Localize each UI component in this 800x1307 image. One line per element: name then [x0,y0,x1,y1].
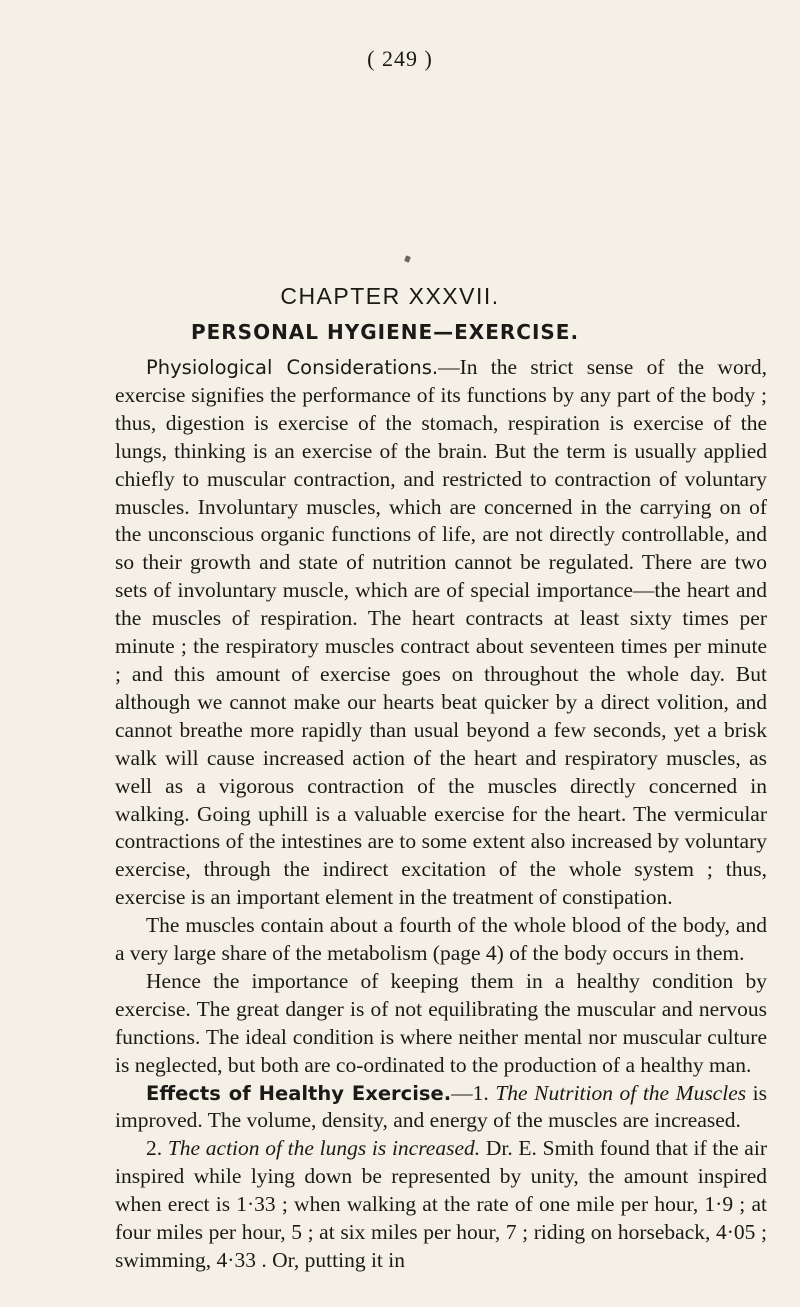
paragraph-number: —1. [451,1080,496,1105]
run-in-heading: Physiological Considerations. [146,356,439,379]
section-heading: PERSONAL HYGIENE—EXERCISE. [190,320,580,344]
italic-subheading: The action of the lungs is increased. [167,1136,481,1161]
paragraph-importance [115,968,767,1080]
run-in-heading: Effects of Healthy Exercise. [146,1081,452,1105]
paragraph-lungs [115,1135,767,1275]
paragraph-text: Hence the importance of keeping them in a healthy condition by exercise. The great danger is of not equilibrating the muscular and nervous functions. The ideal condition is where neither mental nor muscular culture is neglected, but both are co-ordinated to the production of a healthy man. [115,968,767,1077]
paragraph-number: 2. [146,1136,168,1161]
paragraph-muscles-blood [115,912,767,968]
paragraph-effects [115,1080,767,1136]
body-text [115,354,767,1275]
paragraph-text: —In the strict sense of the word, exercise signifies the performance of its functions by any part of the body ; thus, digestion is exercise of the stomach, respiration is exercise of the lungs, thinking is an exercise of the brain. But the term is usually applied chiefly to muscular contraction, and restricted to contraction of voluntary muscles. Involuntary muscles, which are concerned in the carrying on of the unconscious organic functions of life, are not directly controllable, and so their growth and state of nutrition cannot be regulated. There are two sets of involuntary muscle, which are of special importance—the heart and the muscles of respiration. The heart contracts at least sixty times per minute ; the respiratory muscles contract about seventeen times per minute ; and this amount of exercise goes on throughout the whole day. But although we cannot make our hearts beat quicker by a direct volition, and cannot breathe more rapidly than usual beyond a few seconds, yet a brisk walk will cause increased action of the heart and respiratory muscles, as well as a vigorous contraction of the muscles directly concerned in walking. Going uphill is a valuable exercise for the heart. The vermicular contractions of the intestines are to some extent also increased by voluntary exercise, through the indirect excitation of the whole system ; thus, exercise is an important element in the treatment of constipation. [115,355,767,910]
paragraph-text: The muscles contain about a fourth of the whole blood of the body, and a very large share of the metabolism (page 4) of the body occurs in them. [115,913,767,966]
page-number: ( 249 ) [367,46,433,71]
italic-subheading: The Nutrition of the Muscles [495,1080,747,1105]
paragraph-text: Dr. E. Smith found that if the air inspired while lying down be represented by unity, the amount inspired when erect is 1·33 ; when walking at the rate of one mile per hour, 1·9 ; at four miles per hour, 5 ; at six miles per hour, 7 ; riding on horseback, 4·05 ; swimming, 4·33 . Or, putting it in [115,1136,767,1272]
paragraph-physiological [115,354,767,912]
chapter-title: CHAPTER XXXVII. [280,283,500,309]
paragraph-text: is improved. The volume, density, and energy of the muscles are increased. [115,1080,768,1133]
ink-speck [404,255,411,262]
